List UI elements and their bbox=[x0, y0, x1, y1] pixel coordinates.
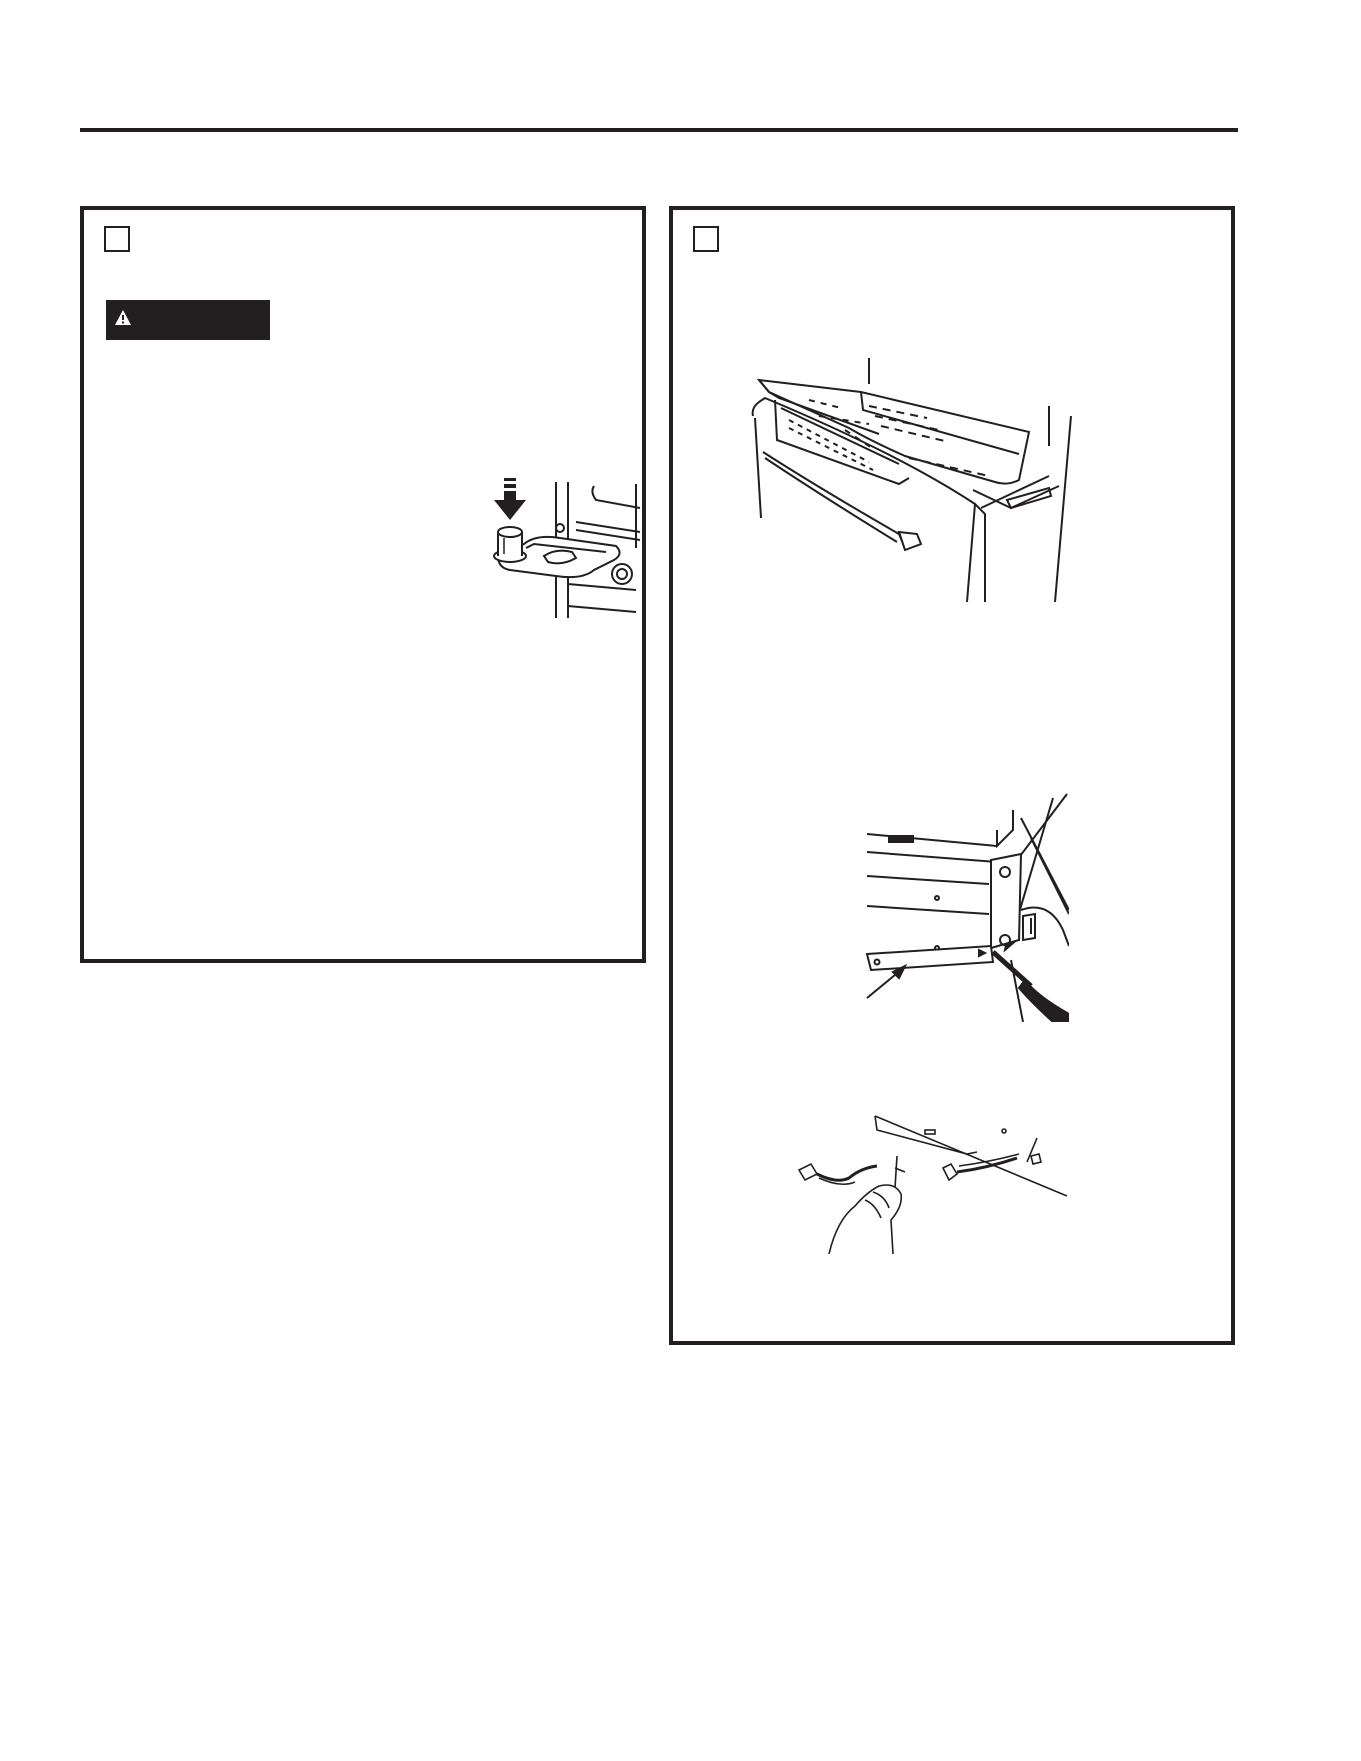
screwdriver-bracket-illustration bbox=[779, 790, 1069, 1022]
top-rule bbox=[80, 128, 1238, 132]
step-number-box bbox=[693, 226, 719, 252]
left-instruction-panel bbox=[80, 206, 646, 963]
drawer-basket-illustration bbox=[749, 358, 1117, 602]
right-instruction-panel bbox=[669, 206, 1235, 1345]
down-arrow-icon bbox=[492, 478, 528, 522]
warning-triangle-icon bbox=[114, 309, 132, 327]
hinge-pin-illustration bbox=[464, 478, 644, 618]
warning-banner bbox=[106, 300, 270, 340]
wire-harness-illustration bbox=[777, 1108, 1067, 1254]
step-number-box bbox=[104, 226, 130, 252]
